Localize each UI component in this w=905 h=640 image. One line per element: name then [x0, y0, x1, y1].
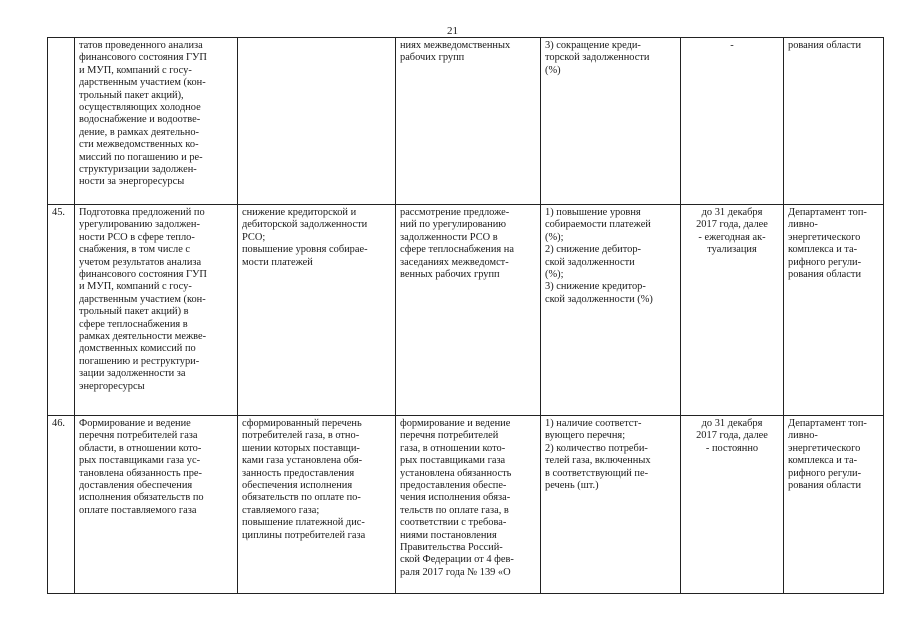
cell-line: ности РСО в сфере тепло-: [79, 231, 195, 243]
cell-line: водоснабжение и водоотве-: [79, 114, 201, 126]
cell-line: ставляемого газа;: [242, 504, 320, 516]
cell-line: в соответствующий пе-: [545, 467, 649, 479]
cell-line: доставления обеспечения: [79, 480, 193, 492]
cell-line: трольный пакет акций),: [79, 89, 184, 101]
row-number: 46.: [48, 416, 75, 594]
cell-line: перечня потребителей газа: [79, 430, 198, 442]
cell-line: ской Федерации от 4 фев-: [400, 554, 514, 566]
cell-line: - постоянно: [705, 442, 759, 454]
cell-line: погашению и реструктури-: [79, 355, 200, 367]
cell-line: ливно-: [788, 219, 818, 231]
cell-line: раля 2017 года № 139 «О: [400, 566, 511, 578]
cell-line: рования области: [788, 480, 862, 492]
cell-line: 1) наличие соответст-: [545, 418, 642, 429]
indicator-cell: [541, 205, 681, 416]
cell-line: структуризации задолжен-: [79, 164, 197, 176]
cell-line: (%);: [545, 269, 564, 281]
result-cell: [238, 38, 396, 205]
cell-line: рования области: [788, 269, 862, 281]
cell-line: повышение платежной дис-: [242, 517, 365, 529]
cell-line: установлена обязанность: [400, 467, 512, 479]
table-row: [48, 416, 884, 594]
cell-line: Правительства Россий-: [400, 542, 503, 554]
cell-line: рифного регули-: [788, 467, 862, 479]
cell-line: сфере теплоснабжения на: [400, 244, 514, 256]
cell-line: -: [730, 40, 734, 51]
cell-line: учетом результатов анализа: [79, 256, 202, 268]
cell-line: дарственным участием (кон-: [79, 77, 206, 89]
cell-line: рых поставщиками газа ус-: [79, 455, 201, 467]
cell-line: предоставления обеспе-: [400, 480, 507, 492]
cell-line: потребителей газа, в отно-: [242, 430, 360, 442]
result-cell: [238, 205, 396, 416]
mechanism-cell: [396, 205, 541, 416]
table-row: [48, 38, 884, 205]
cell-line: телей газа, включенных: [545, 455, 651, 467]
cell-line: ками газа установлена обя-: [242, 455, 363, 467]
deadline-cell: [681, 205, 784, 416]
cell-line: чения исполнения обяза-: [400, 492, 511, 504]
row-number: 45.: [48, 205, 75, 416]
cell-line: занность предоставления: [242, 467, 355, 479]
cell-line: газа, в отношении кото-: [400, 442, 506, 454]
cell-line: Департамент топ-: [788, 207, 867, 218]
cell-line: формирование и ведение: [400, 418, 511, 429]
cell-line: собираемости платежей: [545, 219, 651, 231]
cell-line: задолженности РСО в: [400, 231, 498, 243]
cell-line: комплекса и та-: [788, 244, 858, 256]
cell-line: снабжения, в том числе с: [79, 244, 191, 256]
cell-line: мости платежей: [242, 256, 313, 268]
cell-line: 2017 года, далее: [696, 219, 768, 231]
cell-line: и МУП, компаний с госу-: [79, 64, 192, 76]
cell-line: оплате поставляемого газа: [79, 504, 197, 516]
indicator-cell: [541, 38, 681, 205]
responsible-cell: [784, 205, 884, 416]
cell-line: татов проведенного анализа: [79, 40, 203, 51]
cell-line: миссий по погашению и ре-: [79, 151, 203, 163]
mechanism-cell: [396, 416, 541, 594]
cell-line: Подготовка предложений по: [79, 207, 205, 218]
cell-line: вующего перечня;: [545, 430, 626, 442]
cell-line: венных рабочих групп: [400, 269, 500, 281]
cell-line: перечня потребителей: [400, 430, 499, 442]
cell-line: финансового состояния ГУП: [79, 269, 207, 281]
result-cell: [238, 416, 396, 594]
cell-line: исполнения обязательств по: [79, 492, 204, 504]
cell-line: дарственным участием (кон-: [79, 293, 206, 305]
cell-line: финансового состояния ГУП: [79, 52, 207, 64]
cell-line: энергетического: [788, 442, 861, 454]
cell-line: рифного регули-: [788, 256, 862, 268]
cell-line: 2) снижение дебитор-: [545, 244, 641, 256]
measure-cell: [75, 205, 238, 416]
responsible-cell: [784, 416, 884, 594]
measure-cell: [75, 38, 238, 205]
cell-line: сти межведомственных ко-: [79, 139, 199, 151]
cell-line: 3) снижение кредитор-: [545, 281, 646, 293]
cell-line: речень (шт.): [545, 480, 599, 492]
cell-line: повышение уровня собирае-: [242, 244, 368, 256]
cell-line: до 31 декабря: [701, 207, 763, 218]
page-number: 21: [447, 25, 458, 37]
cell-line: урегулированию задолжен-: [79, 219, 200, 231]
responsible-cell: [784, 38, 884, 205]
cell-line: тельств по оплате газа, в: [400, 504, 509, 516]
cell-line: рования области: [788, 40, 862, 51]
measures-table: [47, 37, 884, 594]
indicator-cell: [541, 416, 681, 594]
cell-line: торской задолженности: [545, 52, 650, 64]
cell-line: домственных комиссий по: [79, 343, 196, 355]
cell-line: - ежегодная ак-: [698, 231, 766, 243]
cell-line: зации задолженности за: [79, 368, 186, 380]
table-row: [48, 205, 884, 416]
cell-line: рых поставщиками газа: [400, 455, 506, 467]
measure-cell: [75, 416, 238, 594]
cell-line: (%): [545, 64, 561, 76]
cell-line: РСО;: [242, 231, 266, 243]
cell-line: тановлена обязанность пре-: [79, 467, 202, 479]
cell-line: области, в отношении кото-: [79, 442, 202, 454]
cell-line: соответствии с требова-: [400, 517, 507, 529]
cell-line: Департамент топ-: [788, 418, 867, 429]
cell-line: ливно-: [788, 430, 818, 442]
cell-line: рамках деятельности межве-: [79, 331, 207, 343]
cell-line: обязательств по оплате по-: [242, 492, 361, 504]
cell-line: сформированный перечень: [242, 418, 362, 429]
deadline-cell: [681, 416, 784, 594]
cell-line: ниями постановления: [400, 529, 497, 541]
cell-line: 2) количество потреби-: [545, 442, 648, 454]
cell-line: 1) повышение уровня: [545, 207, 641, 218]
cell-line: снижение кредиторской и: [242, 207, 357, 218]
cell-line: комплекса и та-: [788, 455, 858, 467]
cell-line: энергетического: [788, 231, 861, 243]
cell-line: Формирование и ведение: [79, 418, 191, 429]
cell-line: ской задолженности: [545, 256, 635, 268]
cell-line: обеспечения исполнения: [242, 480, 353, 492]
cell-line: шении которых поставщи-: [242, 442, 360, 454]
cell-line: циплины потребителей газа: [242, 529, 366, 541]
cell-line: дебиторской задолженности: [242, 219, 368, 231]
cell-line: 2017 года, далее: [696, 430, 768, 442]
cell-line: заседаниях межведомст-: [400, 256, 509, 268]
cell-line: рассмотрение предложе-: [400, 207, 510, 218]
cell-line: рабочих групп: [400, 52, 465, 64]
cell-line: трольный пакет акций) в: [79, 306, 189, 318]
cell-line: (%);: [545, 231, 564, 243]
row-number: [48, 38, 75, 205]
cell-line: туализация: [707, 244, 757, 256]
mechanism-cell: [396, 38, 541, 205]
cell-line: осуществляющих холодное: [79, 102, 201, 114]
cell-line: дение, в рамках деятельно-: [79, 126, 199, 138]
cell-line: до 31 декабря: [701, 418, 763, 429]
cell-line: сфере теплоснабжения в: [79, 318, 188, 330]
cell-line: ской задолженности (%): [545, 293, 653, 305]
cell-line: ний по урегулированию: [400, 219, 507, 231]
deadline-cell: [681, 38, 784, 205]
cell-line: ности за энергоресурсы: [79, 176, 185, 188]
cell-line: 3) сокращение креди-: [545, 40, 641, 51]
cell-line: ниях межведомственных: [400, 40, 511, 51]
cell-line: и МУП, компаний с госу-: [79, 281, 192, 293]
cell-line: энергоресурсы: [79, 380, 145, 392]
